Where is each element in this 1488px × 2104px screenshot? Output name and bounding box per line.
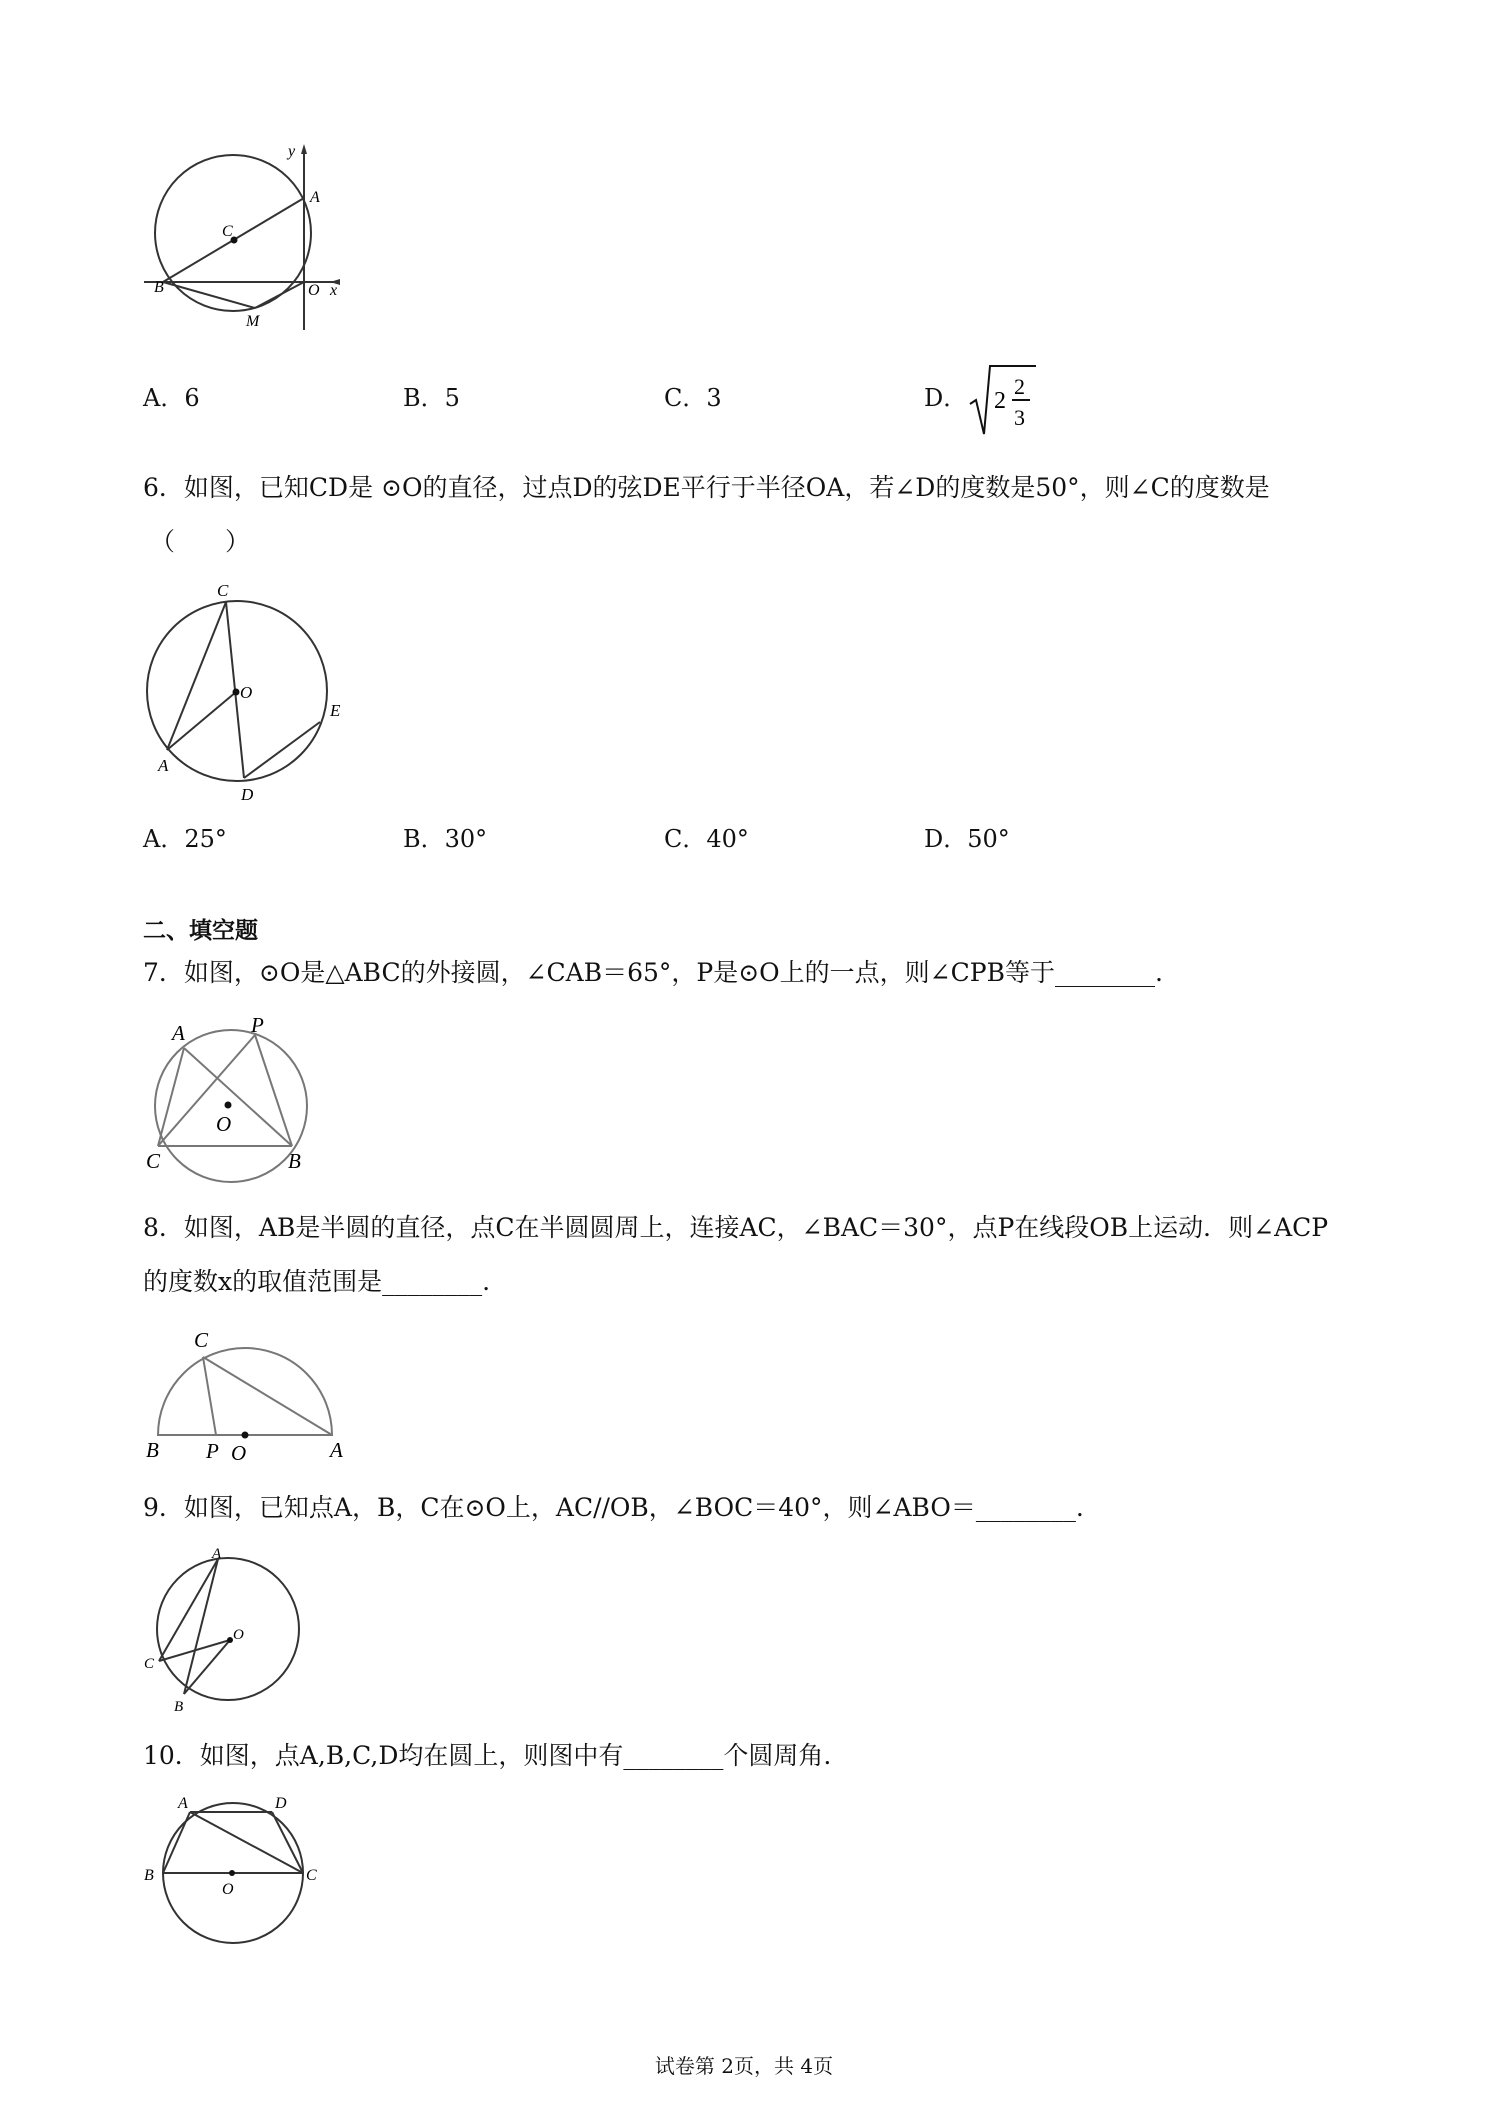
q6-option-b-value: 30° [444, 825, 488, 853]
q7-label-b: B [288, 1149, 301, 1173]
q6-option-d-value: 50° [967, 825, 1010, 853]
q8-label-o: O [231, 1441, 247, 1462]
q5-label-o: O [308, 282, 320, 299]
q10-text: 10．如图，点A,B,C,D均在圆上，则图中有________个圆周角. [143, 1741, 832, 1770]
q10-label-c: C [306, 1867, 317, 1884]
q6-option-a-value: 25° [184, 825, 227, 853]
q9-label-a: A [212, 1546, 222, 1562]
q5-option-d-letter: D． [924, 384, 968, 412]
q7-text: 7．如图，⊙O是△ABC的外接圆，∠CAB＝65°，P是⊙O上的一点，则∠CPB等于________. [143, 958, 1163, 987]
q6-text: 6．如图，已知CD是 ⊙O的直径，过点D的弦DE平行于半径OA，若∠D的度数是50°，则∠C的度数是 [143, 473, 1270, 502]
q5-option-a [143, 382, 200, 414]
q6-option-b-letter: B． [403, 825, 445, 853]
q6-label-a: A [158, 756, 169, 775]
q7-label-c: C [146, 1149, 161, 1173]
q5-label-x: x [330, 282, 338, 299]
q6-option-a [143, 823, 227, 855]
q7-label-p: P [251, 1013, 264, 1037]
q7-label-a: A [172, 1021, 185, 1045]
q6-label-e: E [330, 701, 341, 720]
q9-text: 9．如图，已知点A，B，C在⊙O上，AC//OB，∠BOC＝40°，则∠ABO＝________. [143, 1493, 1084, 1522]
q5-option-d-whole: 2 [994, 388, 1006, 414]
q5-option-c [664, 382, 722, 414]
q6-figure [140, 578, 360, 808]
q5-option-b-value: 5 [444, 384, 460, 412]
q6-option-d-letter: D． [924, 825, 968, 853]
q9-label-b: B [174, 1699, 184, 1715]
q7-figure [140, 1010, 340, 1190]
q10-label-d: D [275, 1795, 287, 1812]
section-title: 二、填空题 [143, 918, 258, 944]
q6-option-d [924, 823, 1010, 855]
q5-figure [140, 140, 360, 340]
q6-label-o: O [240, 683, 253, 702]
q6-option-c [664, 823, 749, 855]
q5-label-a: A [310, 189, 320, 206]
q5-option-d-numerator: 2 [1014, 374, 1025, 399]
q10-label-b: B [144, 1867, 154, 1884]
q6-option-c-letter: C． [664, 825, 707, 853]
q8-label-a: A [330, 1438, 343, 1462]
q6-option-a-letter: A． [143, 825, 185, 853]
q5-label-m: M [246, 313, 260, 330]
q5-label-y: y [288, 143, 296, 160]
q5-option-b [403, 382, 460, 414]
q10-label-o: O [222, 1881, 234, 1898]
q5-option-a-value: 6 [184, 384, 200, 412]
q9-figure [140, 1546, 320, 1716]
q5-option-d-sqrt [968, 362, 1038, 438]
q5-option-c-value: 3 [706, 384, 722, 412]
q6-label-c: C [217, 581, 229, 600]
q10-label-a: A [178, 1795, 188, 1812]
q9-label-o: O [233, 1627, 244, 1643]
page-footer: 试卷第 2页，共 4页 [654, 2054, 834, 2078]
q8-label-c: C [194, 1328, 209, 1352]
q8-label-b: B [146, 1438, 159, 1462]
q5-label-c: C [222, 223, 233, 240]
q8-figure [140, 1322, 360, 1462]
q8-text-line1: 8．如图，AB是半圆的直径，点C在半圆圆周上，连接AC，∠BAC＝30°，点P在线段OB上运动．则∠ACP [143, 1213, 1329, 1242]
q6-option-b [403, 823, 487, 855]
q6-option-c-value: 40° [706, 825, 749, 853]
q5-option-a-letter: A． [143, 384, 185, 412]
q5-option-d-denominator: 3 [1014, 405, 1025, 430]
q6-label-d: D [241, 785, 254, 804]
q5-label-b: B [154, 279, 164, 296]
q7-label-o: O [216, 1112, 232, 1136]
q5-option-b-letter: B． [403, 384, 445, 412]
q6-paren: （ ） [150, 527, 251, 556]
q8-text-line2: 的度数x的取值范围是________. [143, 1267, 491, 1296]
q9-label-c: C [144, 1656, 155, 1672]
q8-label-p: P [206, 1439, 219, 1462]
q5-option-c-letter: C． [664, 384, 707, 412]
q10-figure [140, 1790, 340, 1950]
